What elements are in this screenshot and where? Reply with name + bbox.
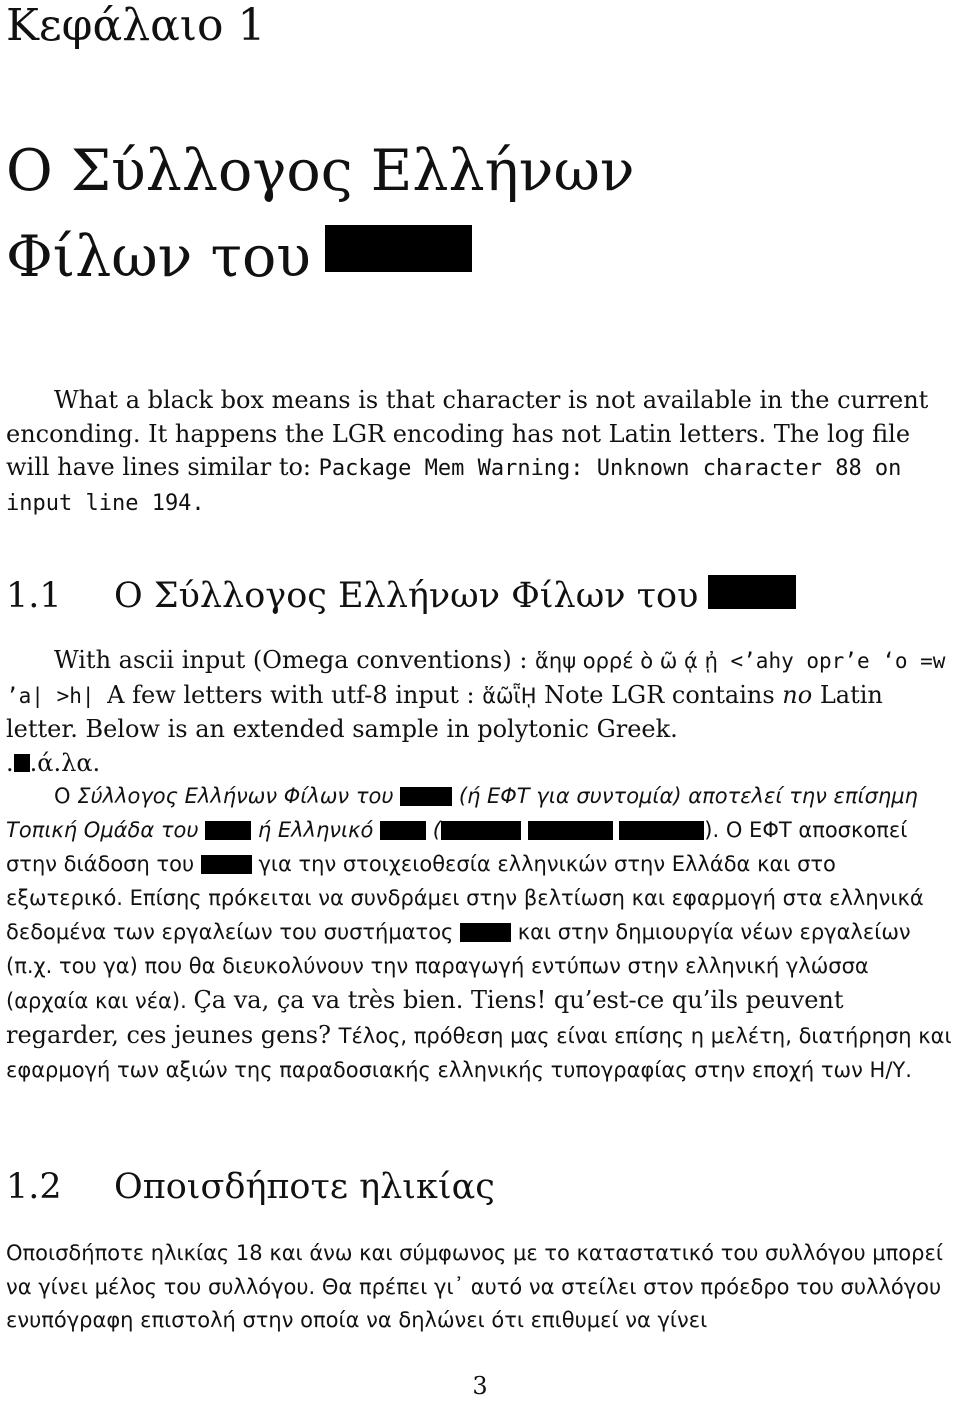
chapter-title-line-2: Φίλων του <box>6 224 311 290</box>
greek-sample-paragraph <box>6 779 954 1087</box>
sample-text: Τέλος, πρόθεση μας είναι επίσης η μελέτη, διατήρηση και εφαρμογή των αξιών της παραδοσιακής ελληνικής τυπογραφίας στην εποχή των Η/Υ. <box>6 1024 952 1082</box>
missing-glyph-box <box>201 855 252 874</box>
missing-glyph-box <box>708 575 796 609</box>
membership-paragraph: Οποισδήποτε ηλικίας 18 και άνω και σύμφωνος με το καταστατικό του συλλόγου μπορεί να γίνει μέλος του συλλόγου. Θα πρέπει γι᾽ αυτό να στείλει στον πρόεδρο του συλλόγου ενυπόγραφη επιστολή στην οποία να δηλώνει ότι επιθυμεί να γίνει <box>6 1241 943 1332</box>
note-text-b: Latin letter. Below is an extended sample in polytonic Greek. <box>6 680 883 743</box>
chapter-title-line-1: Ο Σύλλογος Ελλήνων <box>6 138 635 204</box>
section-heading-1 <box>6 574 796 618</box>
note-text-a: Note LGR contains <box>536 680 783 709</box>
missing-glyph-box <box>528 821 613 840</box>
section-number: 1.2 <box>6 1167 62 1207</box>
section-heading-2 <box>6 1165 495 1209</box>
sample-text: και στην δημιουργία νέων εργαλείων (π.χ. του γα) που θα διευκολύνουν την παραγωγή εντύπων στην ελληνική γλώσσα (αρχαία και νέα). <box>6 920 911 1013</box>
missing-glyph-box <box>325 225 472 272</box>
page-number: 3 <box>472 1372 488 1400</box>
missing-glyph-box <box>380 821 426 840</box>
missing-glyph-box <box>14 754 30 772</box>
section-title: Οποισδήποτε ηλικίας <box>114 1167 495 1207</box>
missing-glyph-box <box>619 821 704 840</box>
section-number: 1.1 <box>6 576 62 616</box>
sample-text: ). Ο ΕΦΤ αποσκοπεί στην διάδοση του <box>6 818 908 876</box>
ascii-greek-output: ἅηψ ορρέ ὸ ῶ ᾴ ᾐ <box>535 649 718 673</box>
section-title: Ο Σύλλογος Ελλήνων Φίλων του <box>114 576 699 616</box>
sample-text: Ο <box>54 784 78 808</box>
missing-glyph-box <box>441 821 521 840</box>
sample-italic-text: Σύλλογος Ελλήνων Φίλων του <box>77 784 401 808</box>
fragment-start: . <box>6 748 14 777</box>
note-emphasis: no <box>782 680 813 709</box>
utf8-greek-output: ἅῶῗῌ <box>482 683 537 708</box>
sample-italic-text: (ή ΕΦΤ για συντομία) αποτελεί την επίσημη Τοπική Ομάδα του <box>6 784 918 842</box>
sample-italic-text: ( <box>426 818 441 842</box>
chapter-title <box>6 128 635 300</box>
sample-italic-text: ή Ελληνικό <box>251 818 381 842</box>
ascii-lead: With ascii input (Omega conventions) : <box>54 646 536 674</box>
missing-glyph-box <box>460 923 511 942</box>
log-warning-code: Package Mem Warning: Unknown character 88 on input line 194. <box>6 456 902 516</box>
fragment-end: .ά.λα. <box>29 748 101 777</box>
missing-glyph-box <box>400 787 452 806</box>
intro-text: What a black box means is that character is not available in the current enconding. It happens the LGR encoding has not Latin letters. The log file will have lines similar to: <box>6 386 929 481</box>
intro-paragraph <box>6 384 954 520</box>
ascii-input-code: <’ahy opr’e ‘o =w ’a| >h| <box>6 649 946 708</box>
missing-glyph-box <box>205 821 251 840</box>
input-sample-paragraph <box>6 644 954 780</box>
chapter-label: Κεφάλαιο 1 <box>6 0 266 51</box>
french-sample-text: Ça va, ça va très bien. Tiens! qu’est-ce qu’ils peuvent regarder, ces jeunes gens? <box>6 986 844 1049</box>
sample-text: για την στοιχειοθεσία ελληνικών στην Ελλάδα και στο εξωτερικό. Επίσης πρόκειται να συνδράμει στην βελτίωση και εφαρμογή στα ελληνικά δεδομένα των εργαλείων του συστήματος <box>6 852 924 944</box>
utf8-lead: A few letters with utf-8 input : <box>107 680 483 709</box>
